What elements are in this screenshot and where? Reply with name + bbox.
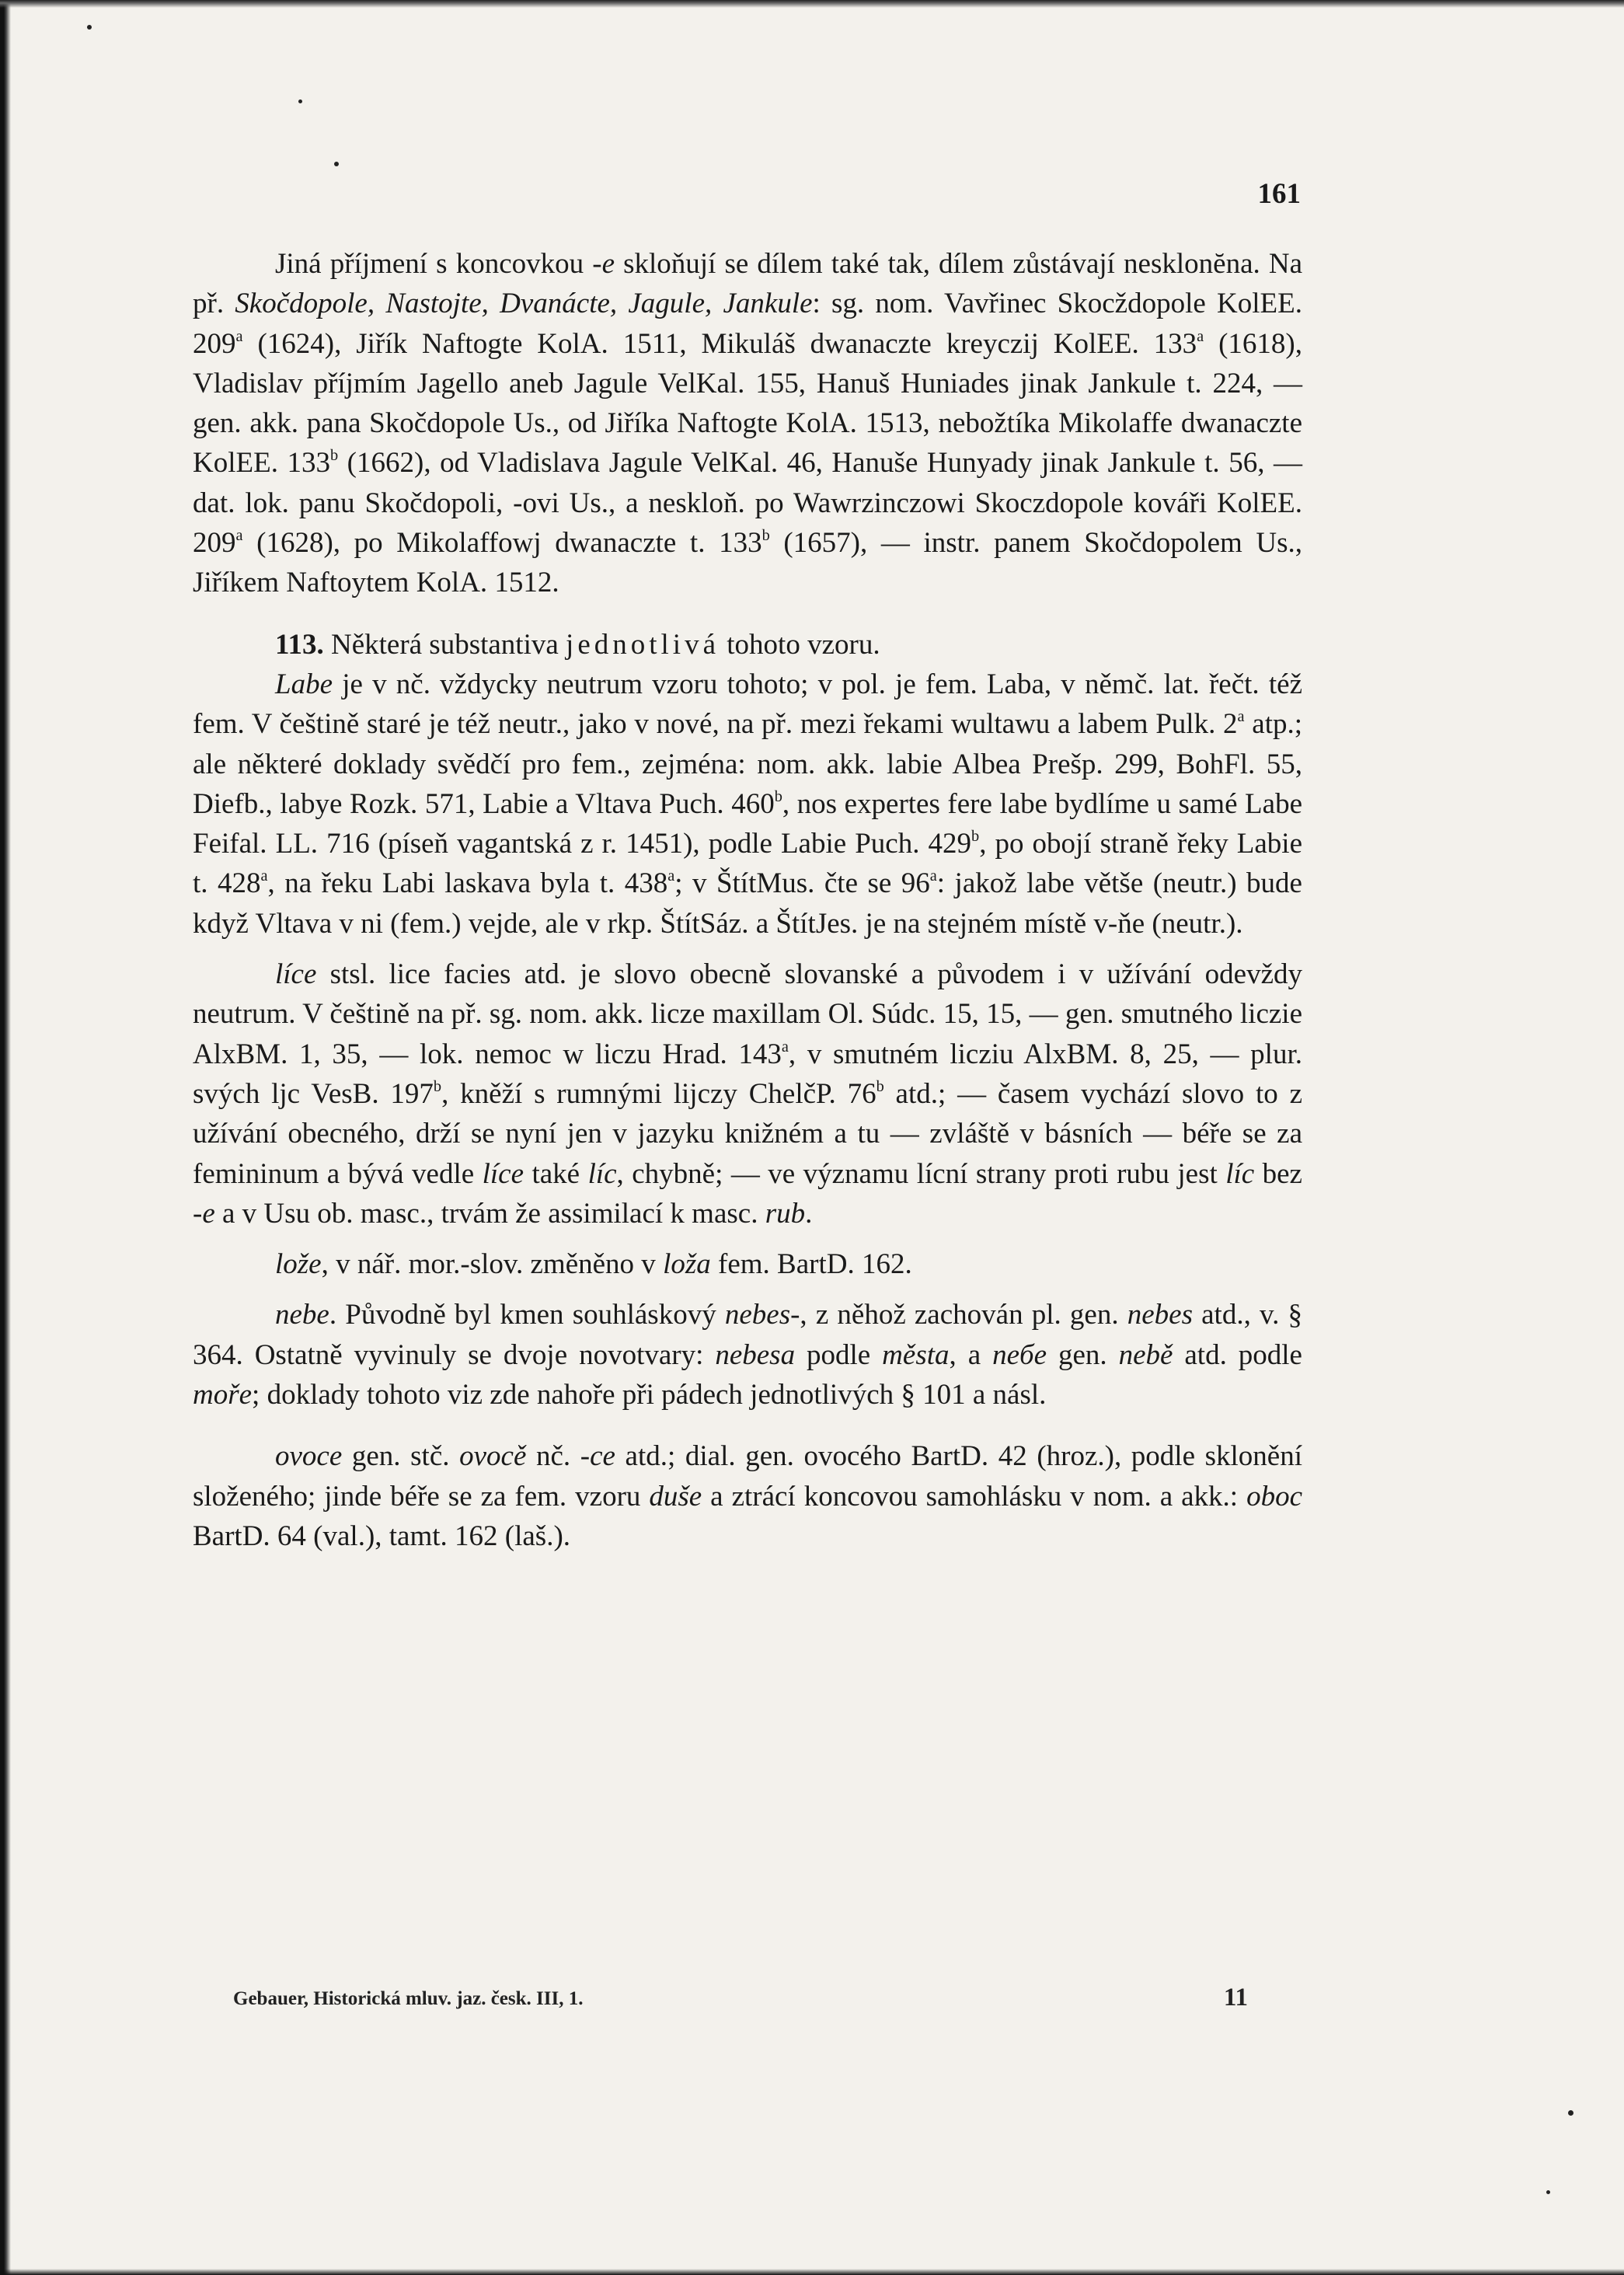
signature-mark: 11 [1223,1984,1248,2012]
scan-speck [298,99,302,103]
section-heading-113: 113. Některá substantiva jednotlivá tohoto vzoru. [275,628,880,661]
entry-loze: lože, v nář. mor.-slov. změněno v loža fem. BartD. 162. [275,1248,912,1281]
entry-ovoce: ovoce gen. stč. ovocě nč. -ce atd.; dial. gen. ovocého BartD. 42 (hroz.), podle sklonění složeného; jinde béře se za fem. vzoru duše a ztrácí koncovou samohlásku v nom. a akk.: oboc BartD. 64 (val.), tamt. 162 (laš.). [193,1440,1302,1552]
scan-speck [87,25,92,30]
scan-speck [1546,2190,1550,2194]
body-text [193,244,1302,1556]
entry-labe: Labe je v nč. vždycky neutrum vzoru tohoto; v pol. je fem. Laba, v němč. lat. řečt. též fem. V češtině staré je též neutr., jako v nové, na př. mezi řekami wultawu a labem Pulk. 2$^a$ atp.; ale některé doklady svědčí pro fem., zejména: nom. akk. labie Albea Prešp. 299, BohFl. 55, Diefb., labye Rozk. 571, Labie a Vltava Puch. 460$^b$, nos expertes fere labe bydlíme u samé Labe Feifal. LL. 716 (píseň vagantská z r. 1451), podle Labie Puch. 429$^b$, po obojí straně řeky Labie t. 428$^a$, na řeku Labi laskava byla t. 438$^a$; v ŠtítMus. čte se 96$^a$: jakož labe větše (neutr.) bude když Vltava v ni (fem.) vejde, ale v rkp. ŠtítSáz. a ŠtítJes. je na stejném místě v-ňe (neutr.). [193,668,1303,940]
section-number: 113. [275,628,324,661]
page-number: 161 [1257,178,1301,210]
footer-citation: Gebauer, Historická mluv. jaz. česk. III, 1. [233,1988,584,2009]
scan-speck [1568,2110,1573,2116]
scan-edge-left [0,0,11,2275]
entry-nebe: nebe. Původně byl kmen souhláskový nebes-, z něhož zachován pl. gen. nebes atd., v. § 364. Ostatně vyvinuly se dvoje novotvary: nebesa podle města, a neбe gen. nebě atd. podle moře; doklady tohoto viz zde nahoře při pádech jednotlivých § 101 a násl. [193,1299,1302,1411]
paragraph-surnames: Jiná příjmení s koncovkou -e skloňují se dílem také tak, dílem zůstávají nesklonĕna. Na př. Skočdopole, Nastojte, Dvanácte, Jagule, Jankule: sg. nom. Vavřinec Skocždopole KolEE. 209$^a$ (1624), Jiřík Naftogte KolA. 1511, Mikuláš dwanaczte kreyczij KolEE. 133$^a$ (1618), Vladislav příjmím Jagello aneb Jagule VelKal. 155, Hanuš Huniades jinak Jankule t. 224, — gen. akk. pana Skočdopole Us., od Jiříka Naftogte KolA. 1513, nebožtíka Mikolaffe dwanaczte KolEE. 133$^b$ (1662), od Vladislava Jagule VelKal. 46, Hanuše Hunyady jinak Jankule t. 56, — dat. lok. panu Skočdopoli, -ovi Us., a neskloň. po Wawrzinczowi Skoczdopole kováři KolEE. 209$^a$ (1628), po Mikolaffowj dwanaczte t. 133$^b$ (1657), — instr. panem Skočdopolem Us., Jiříkem Naftoytem KolA. 1512. [193,248,1303,599]
entry-lice: líce stsl. lice facies atd. je slovo obecně slovanské a původem i v užívání odevždy neutrum. V češtině na př. sg. nom. akk. licze maxillam Ol. Súdc. 15, 15, — gen. smutného liczie AlxBM. 1, 35, — lok. nemoc w liczu Hrad. 143$^a$, v smutném licziu AlxBM. 8, 25, — plur. svých ljc VesB. 197$^b$, kněží s rumnými lijczy ChelčP. 76$^b$ atd.; — časem vychází slovo to z užívání obecného, drží se nyní jen v jazyku knižném a tu — zvláště v básních — béře se za femininum a bývá vedle líce také líc, chybně; — ve významu lícní strany proti rubu jest líc bez -e a v Usu ob. masc., trvám že assimilací k masc. rub. [193,958,1302,1230]
scan-edge-bottom [0,2269,1624,2275]
scan-edge-top [0,0,1624,8]
scan-speck [334,162,339,166]
